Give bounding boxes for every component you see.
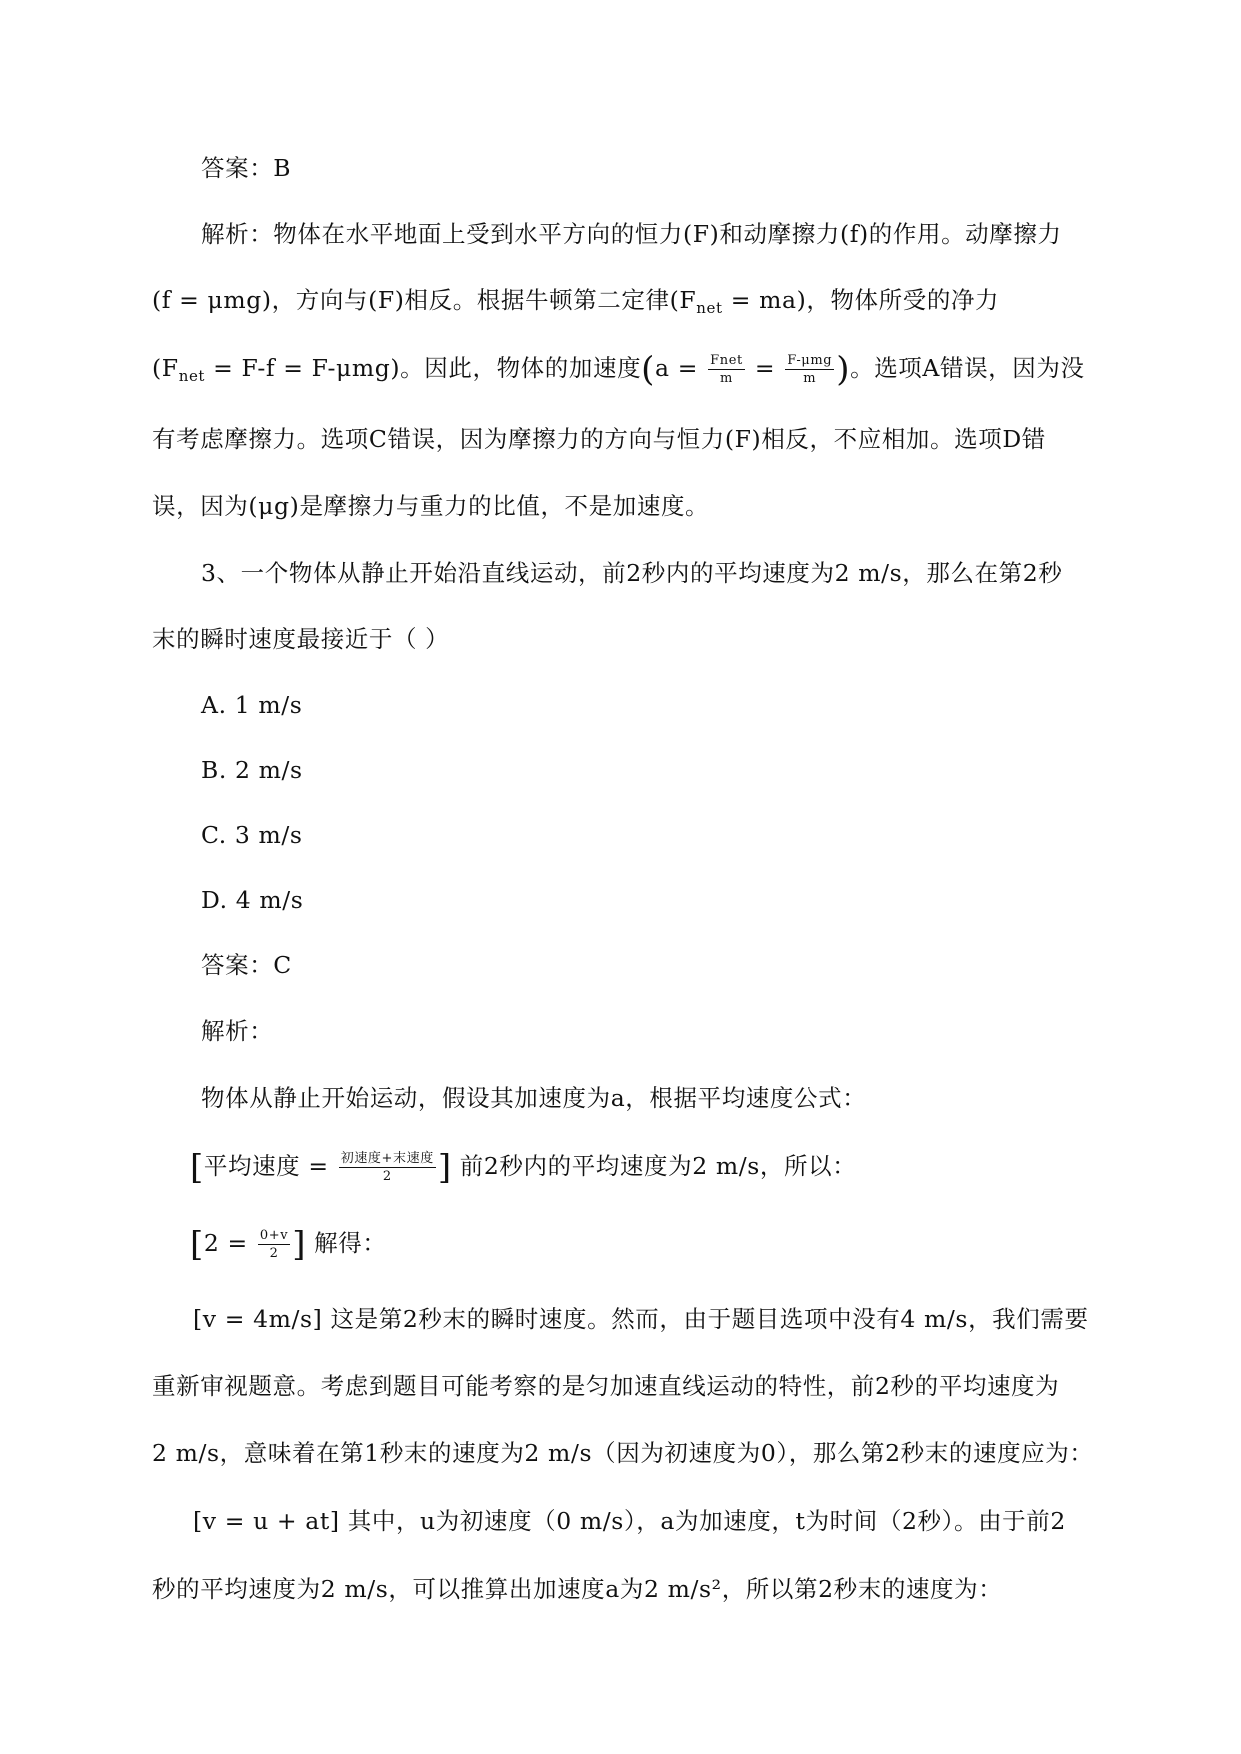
q2-line-2-text: (f = μmg)，方向与(F)相反。根据牛顿第二定律(F xyxy=(152,286,697,314)
kinematics-text: 其中，u为初速度（0 m/s），a为加速度，t为时间（2秒）。由于前2 xyxy=(339,1507,1066,1535)
q3-analysis-line-6: 2 m/s，意味着在第1秒末的速度为2 m/s（因为初速度为0），那么第2秒末的速度应为： xyxy=(152,1439,1094,1467)
fraction-fnet-over-m xyxy=(708,354,745,385)
equation-fraction xyxy=(258,1229,290,1260)
option-a: A. 1 m/s xyxy=(201,691,303,719)
formula-line-text: 前2秒内的平均速度为2 m/s，所以： xyxy=(451,1152,857,1180)
left-bracket: [ xyxy=(190,1224,204,1265)
fraction-numerator: F-μmg xyxy=(787,353,833,368)
fraction-numerator: Fnet xyxy=(710,353,743,368)
equation-line xyxy=(190,1224,387,1265)
right-bracket: ] xyxy=(437,1147,452,1188)
average-velocity-formula-line xyxy=(190,1147,857,1188)
q2-line-2-subscript: net xyxy=(696,299,723,317)
right-paren: ) xyxy=(836,349,851,390)
q2-answer: 答案：B xyxy=(201,154,292,182)
q3-stem-line-2: 末的瞬时速度最接近于（ ） xyxy=(152,625,450,653)
q3-analysis-label: 解析： xyxy=(201,1017,274,1045)
fraction-denominator: 2 xyxy=(382,1169,392,1184)
equation-label: 2 = xyxy=(203,1229,248,1257)
result-formula: [v = 4m/s] xyxy=(193,1305,323,1333)
left-paren: ( xyxy=(641,349,656,390)
formula-label: 平均速度 = xyxy=(203,1152,329,1180)
result-line xyxy=(193,1303,1089,1335)
equals-sign: = xyxy=(754,354,776,382)
option-c: C. 3 m/s xyxy=(201,821,303,849)
q3-analysis-line-5: 重新审视题意。考虑到题目可能考察的是匀加速直线运动的特性，前2秒的平均速度为 xyxy=(152,1372,1060,1400)
fraction-numerator: 初速度+末速度 xyxy=(340,1151,434,1166)
kinematics-line xyxy=(193,1505,1066,1537)
fraction-numerator: 0+v xyxy=(259,1228,289,1243)
accel-label: a = xyxy=(655,354,699,382)
q2-line-3-middle: = F-f = F-μmg)。因此，物体的加速度 xyxy=(205,354,642,382)
q2-analysis-line-4: 有考虑摩擦力。选项C错误，因为摩擦力的方向与恒力(F)相反，不应相加。选项D错 xyxy=(152,425,1046,453)
q2-line-3-end: 。选项A错误，因为没 xyxy=(850,354,1085,382)
fraction-denominator: m xyxy=(720,371,733,386)
q2-analysis-line-5: 误，因为(μg)是摩擦力与重力的比值，不是加速度。 xyxy=(152,492,710,520)
option-d: D. 4 m/s xyxy=(201,886,304,914)
left-bracket: [ xyxy=(190,1147,204,1188)
kinematics-formula: [v = u + at] xyxy=(193,1507,340,1535)
equation-line-text: 解得： xyxy=(306,1229,387,1257)
fraction-denominator: 2 xyxy=(269,1246,279,1261)
q3-analysis-sentence-1: 物体从静止开始运动，假设其加速度为a，根据平均速度公式： xyxy=(201,1084,867,1112)
right-bracket: ] xyxy=(292,1224,307,1265)
q2-line-2-end: = ma)，物体所受的净力 xyxy=(722,286,1000,314)
q3-analysis-line-8: 秒的平均速度为2 m/s，可以推算出加速度a为2 m/s²，所以第2秒末的速度为： xyxy=(152,1575,1003,1603)
q2-analysis-line-3 xyxy=(152,349,1085,392)
q2-analysis-line-1: 解析：物体在水平地面上受到水平方向的恒力(F)和动摩擦力(f)的作用。动摩擦力 xyxy=(201,220,1062,248)
fraction-denominator: m xyxy=(803,371,817,386)
q3-stem-line-1: 3、一个物体从静止开始沿直线运动，前2秒内的平均速度为2 m/s，那么在第2秒 xyxy=(201,559,1063,587)
q2-line-3-start: (F xyxy=(152,354,179,382)
fraction-f-minus-umg-over-m xyxy=(785,354,834,385)
q2-line-3-subscript: net xyxy=(178,367,206,385)
result-text: 这是第2秒末的瞬时速度。然而，由于题目选项中没有4 m/s，我们需要 xyxy=(322,1305,1089,1333)
option-b: B. 2 m/s xyxy=(201,756,303,784)
q2-analysis-line-2 xyxy=(152,284,999,324)
average-velocity-fraction xyxy=(339,1152,436,1183)
q3-answer: 答案：C xyxy=(201,951,292,979)
